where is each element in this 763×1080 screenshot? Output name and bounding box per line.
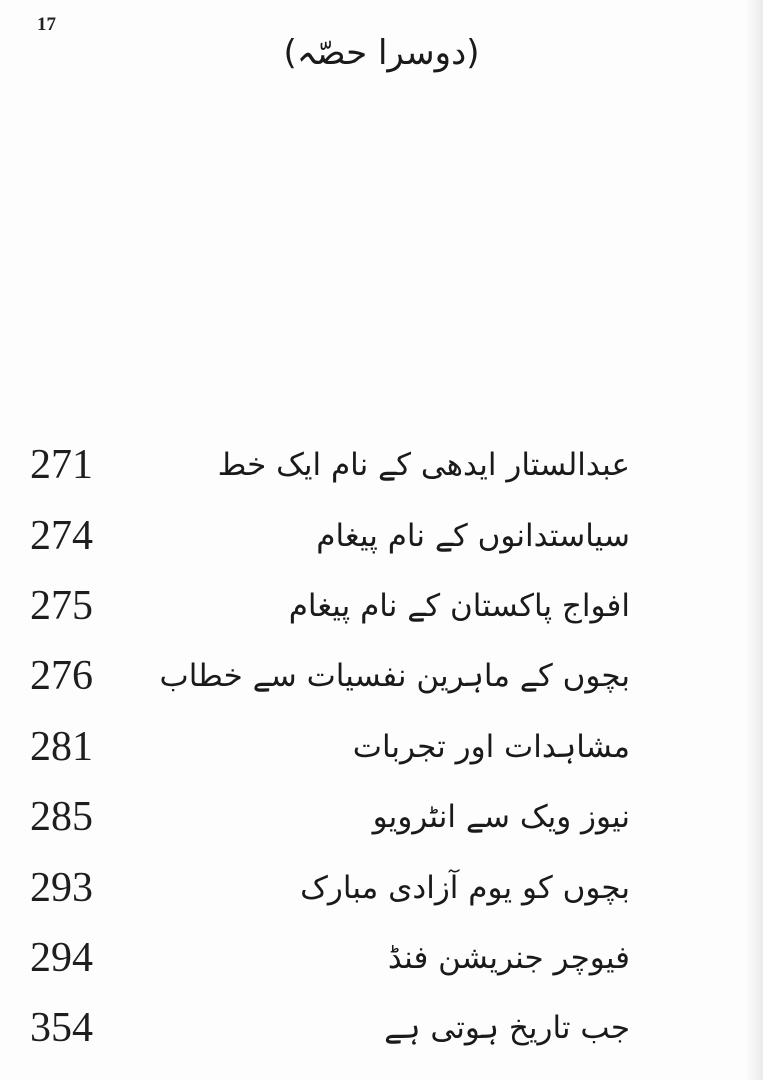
toc-entry: [30, 782, 630, 852]
table-of-contents: [30, 430, 630, 1064]
toc-entry-title: سیاستدانوں کے نام پیغام: [316, 517, 630, 554]
section-heading: (دوسرا حصّہ): [283, 33, 480, 73]
toc-entry-title: بچوں کو یوم آزادی مبارک: [300, 869, 630, 906]
toc-entry: [30, 852, 630, 922]
page-edge-shadow: [745, 0, 763, 1080]
toc-entry: [30, 712, 630, 782]
toc-entry-title: مشاہدات اور تجربات: [352, 728, 630, 765]
toc-entry: [30, 571, 630, 641]
toc-entry-title: فیوچر جنریشن فنڈ: [387, 939, 630, 976]
toc-entry-title: نیوز ویک سے انٹرویو: [372, 799, 630, 836]
toc-entry: [30, 500, 630, 570]
toc-entry-page: 281: [30, 723, 93, 770]
toc-entry: [30, 430, 630, 500]
toc-entry-page: 274: [30, 512, 93, 559]
toc-entry-page: 271: [30, 442, 93, 489]
page-number: 17: [37, 14, 56, 35]
toc-entry-title: بچوں کے ماہرین نفسیات سے خطاب: [159, 658, 630, 695]
toc-entry: [30, 923, 630, 993]
toc-entry-page: 276: [30, 653, 93, 700]
toc-entry: [30, 993, 630, 1063]
toc-entry: [30, 641, 630, 711]
toc-entry-page: 354: [30, 1005, 93, 1052]
toc-entry-title: عبدالستار ایدھی کے نام ایک خط: [217, 447, 630, 484]
toc-entry-page: 294: [30, 934, 93, 981]
toc-entry-page: 285: [30, 794, 93, 841]
toc-entry-title: جب تاریخ ہوتی ہے: [384, 1010, 630, 1047]
toc-entry-title: افواج پاکستان کے نام پیغام: [288, 587, 630, 624]
toc-entry-page: 293: [30, 864, 93, 911]
toc-entry-page: 275: [30, 582, 93, 629]
